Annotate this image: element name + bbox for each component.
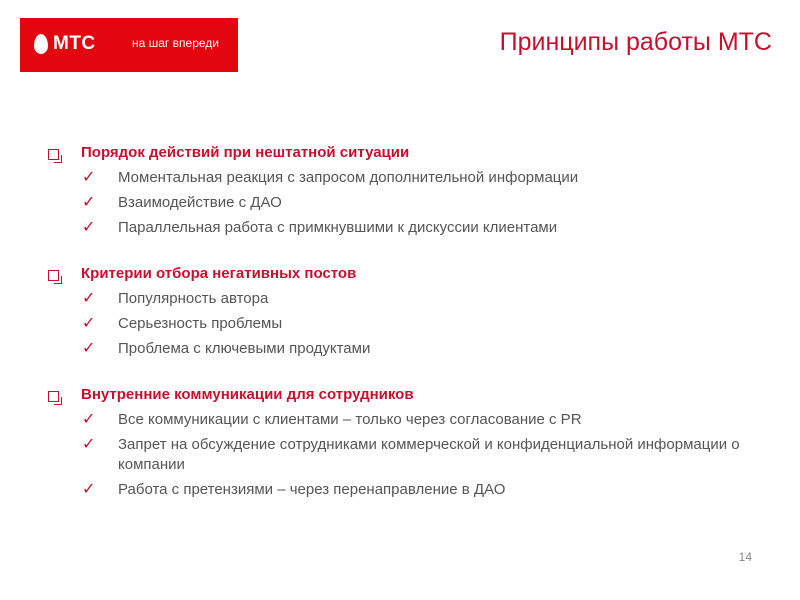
list-item-text: Запрет на обсуждение сотрудниками коммерческой и конфиденциальной информации о компании <box>118 436 740 473</box>
checkmark-icon: ✓ <box>82 219 96 236</box>
list-item <box>44 193 764 213</box>
list-item <box>44 435 764 475</box>
section-internal-communications <box>44 385 764 500</box>
section-title: Критерии отбора негативных постов <box>81 265 357 282</box>
list-item-text: Популярность автора <box>118 290 269 307</box>
page-title: Принципы работы МТС <box>499 28 772 56</box>
checkmark-icon: ✓ <box>82 290 96 307</box>
section-heading <box>44 264 764 289</box>
list-item-text: Моментальная реакция с запросом дополнительной информации <box>118 169 579 186</box>
checkmark-icon: ✓ <box>82 340 96 357</box>
list-item <box>44 218 764 238</box>
egg-icon <box>34 34 48 54</box>
checkmark-icon: ✓ <box>82 194 96 211</box>
list-item <box>44 339 764 359</box>
list-item-text: Работа с претензиями – через перенаправление в ДАО <box>118 481 506 498</box>
list-item <box>44 314 764 334</box>
square-bullet-icon <box>48 391 59 402</box>
square-bullet-icon <box>48 149 59 160</box>
slide-content <box>44 143 764 526</box>
page-number: 14 <box>738 550 752 564</box>
logo-slogan: на шаг впереди <box>132 36 219 50</box>
list-item <box>44 289 764 309</box>
checkmark-icon: ✓ <box>82 315 96 332</box>
mts-logo <box>20 18 238 72</box>
section-selection-criteria <box>44 264 764 359</box>
checkmark-icon: ✓ <box>82 169 96 186</box>
section-heading <box>44 385 764 410</box>
checkmark-icon: ✓ <box>82 481 96 498</box>
list-item-text: Параллельная работа с примкнувшими к дискуссии клиентами <box>118 219 558 236</box>
section-title: Внутренние коммуникации для сотрудников <box>81 386 414 403</box>
checkmark-icon: ✓ <box>82 436 96 453</box>
list-item-text: Взаимодействие с ДАО <box>118 194 282 211</box>
list-item <box>44 168 764 188</box>
section-incident-procedure <box>44 143 764 238</box>
list-item-text: Проблема с ключевыми продуктами <box>118 340 371 357</box>
logo-text: МТС <box>53 33 96 54</box>
list-item-text: Серьезность проблемы <box>118 315 283 332</box>
list-item-text: Все коммуникации с клиентами – только через согласование с PR <box>118 411 582 428</box>
list-item <box>44 410 764 430</box>
checkmark-icon: ✓ <box>82 411 96 428</box>
section-heading <box>44 143 764 168</box>
square-bullet-icon <box>48 270 59 281</box>
list-item <box>44 480 764 500</box>
section-title: Порядок действий при нештатной ситуации <box>81 144 410 161</box>
